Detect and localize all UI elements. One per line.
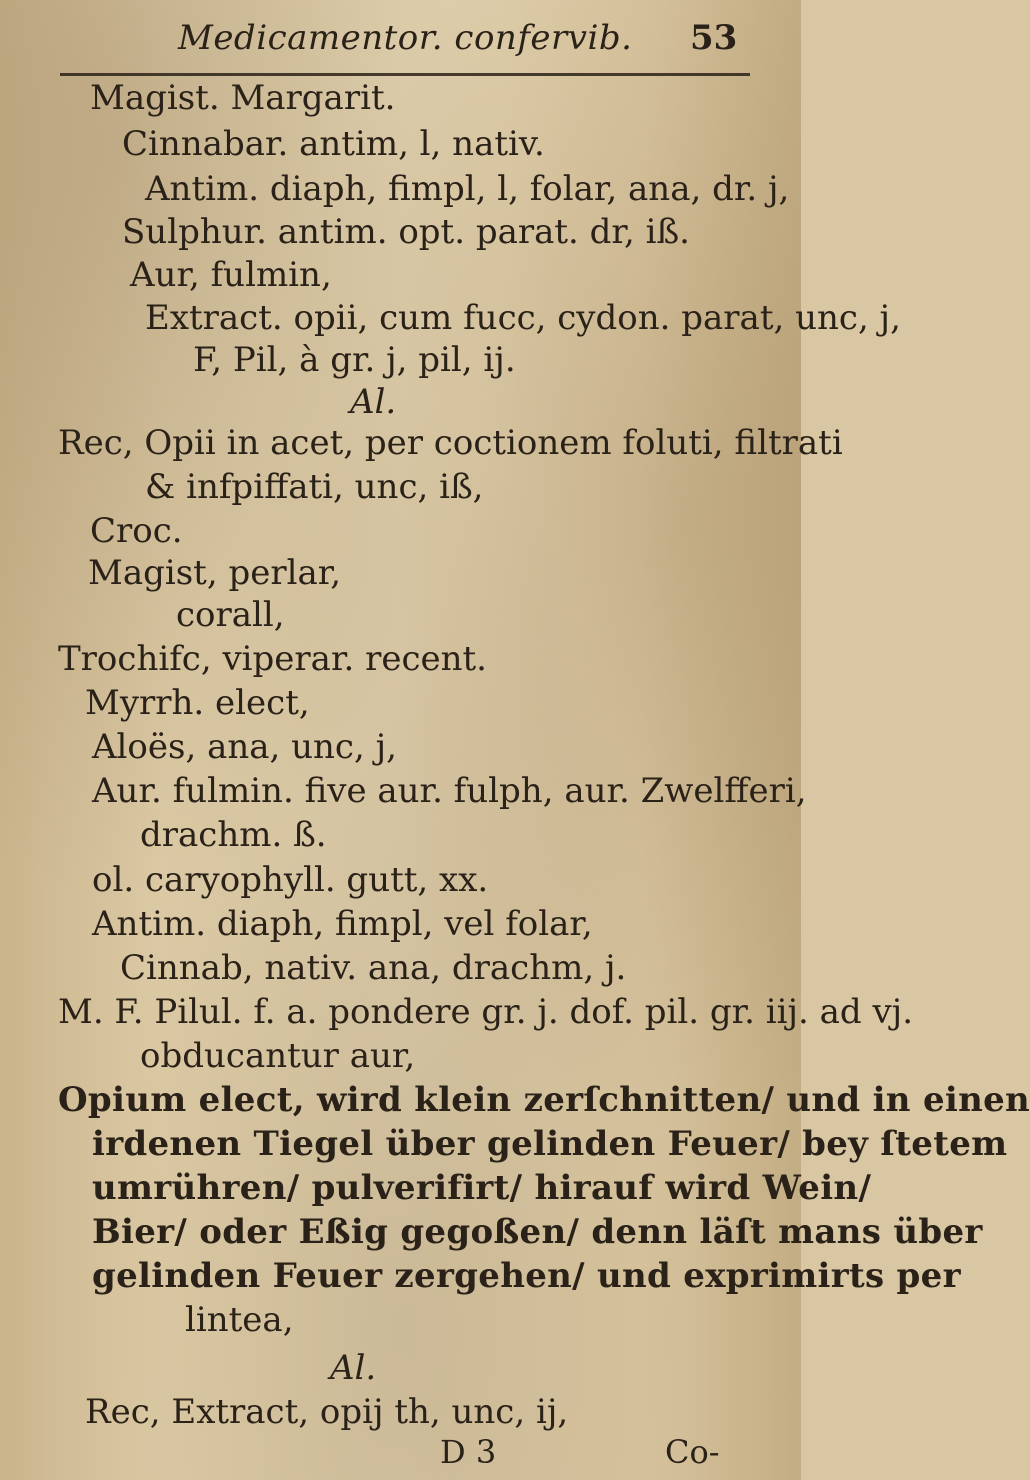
text-line: Antim. diaph, fimpl, vel folar, (92, 904, 593, 944)
text-line: Myrrh. elect, (85, 683, 310, 723)
text-line: & infpiffati, unc, iß, (145, 467, 484, 507)
text-line: Trochifc, viperar. recent. (58, 639, 487, 679)
catchword: Co- (665, 1433, 720, 1471)
text-line: Magist. Margarit. (90, 78, 396, 118)
text-line: irdenen Tiegel über gelinden Feuer/ bey ſtetem (92, 1124, 1008, 1164)
text-line: gelinden Feuer zergehen/ und exprimirts per (92, 1256, 961, 1296)
text-line: Opium elect, wird klein zerſchnitten/ und in einen (58, 1080, 1030, 1120)
alchemical-sign: Al. (350, 382, 397, 422)
text-line: Antim. diaph, fimpl, l, folar, ana, dr. j, (145, 169, 790, 209)
text-line: Cinnab, nativ. ana, drachm, j. (120, 948, 627, 988)
text-line: Aur. fulmin. five aur. fulph, aur. Zwelfferi, (92, 771, 807, 811)
signature-mark: D 3 (440, 1433, 497, 1471)
text-line: obducantur aur, (140, 1036, 416, 1076)
text-line: Magist, perlar, (88, 553, 342, 593)
text-line: M. F. Pilul. f. a. pondere gr. j. dof. pil. gr. iij. ad vj. (58, 992, 914, 1032)
alchemical-sign: Al. (330, 1348, 377, 1388)
text-line: corall, (176, 595, 285, 635)
text-line: Extract. opii, cum fucc, cydon. parat, unc, j, (145, 298, 901, 338)
page-header (0, 0, 801, 80)
text-line: Croc. (90, 511, 183, 551)
text-line: umrühren/ pulverifirt/ hirauf wird Wein/ (92, 1168, 872, 1208)
text-line: lintea, (185, 1300, 294, 1340)
header-rule (60, 73, 750, 76)
text-line: Rec, Extract, opij th, unc, ij, (85, 1392, 569, 1432)
text-line: Aur, fulmin, (130, 255, 332, 295)
text-line: F, Pil, à gr. j, pil, ij. (193, 340, 516, 380)
text-line: Bier/ oder Eßig gegoßen/ denn läſt mans über (92, 1212, 983, 1252)
text-line: drachm. ß. (140, 815, 327, 855)
text-line: Rec, Opii in acet, per coctionem foluti, filtrati (58, 423, 843, 463)
text-line: Cinnabar. antim, l, nativ. (122, 124, 545, 164)
running-title: Medicamentor. confervib. (178, 18, 633, 58)
page-number: 53 (690, 18, 738, 58)
text-line: Sulphur. antim. opt. parat. dr, iß. (122, 212, 690, 252)
text-line: ol. caryophyll. gutt, xx. (92, 860, 489, 900)
text-line: Aloës, ana, unc, j, (92, 727, 397, 767)
